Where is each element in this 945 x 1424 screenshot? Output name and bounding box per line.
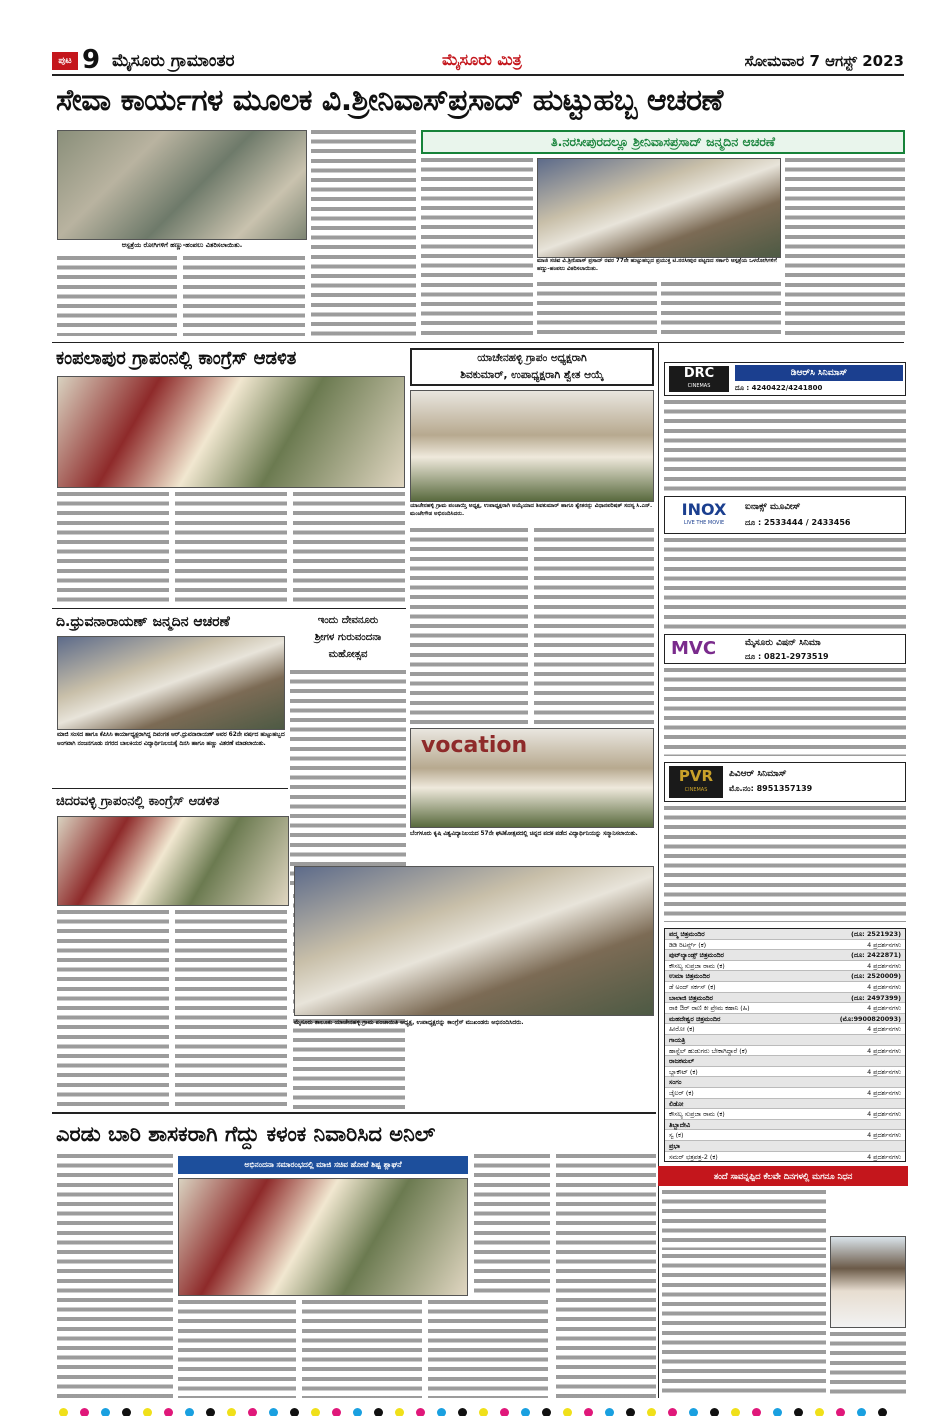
reg-dot [668, 1408, 677, 1416]
pvr-phone: ಮೊ.ನಂ: 8951357139 [729, 784, 813, 793]
theatre-row-info: (ಮೊ:9900820093) [839, 1014, 901, 1023]
lead-photo-caption: ಆಸ್ಪತ್ರೆಯ ರೋಗಿಗಳಿಗೆ ಹಣ್ಣು-ಹಂಪಲು ವಿತರಿಸಲಾಯಿತು. [121, 241, 243, 249]
drc-logo-text: DRC [683, 366, 715, 381]
anil-body-col5 [474, 1154, 550, 1298]
yachenahalli-group-photo [294, 866, 654, 1016]
divider [52, 608, 406, 609]
kampalapura-body-col2 [175, 492, 287, 604]
reg-dot [122, 1408, 131, 1416]
paper-logo: ಮೈಸೂರು ಮಿತ್ರ [442, 50, 522, 69]
anil-body-col3 [302, 1300, 422, 1398]
theatre-film-row [665, 1024, 905, 1035]
anil-sub-banner [178, 1156, 468, 1174]
masthead [52, 46, 904, 76]
yachenahalli-group-caption: ಮೈಸೂರು ತಾಲೂಕು ಯಾಚೇನಹಳ್ಳಿ ಗ್ರಾಮ ಪಂಚಾಯಿತಿ ಅಧ್ಯಕ್ಷ, ಉಪಾಧ್ಯಕ್ಷರನ್ನು ಕಾಂಗ್ರೆಸ್ ಮುಖಂಡರು ಅಭಿನಂದಿಸಿದರು. [294, 1019, 524, 1026]
theatre-row-info: 4 ಪ್ರದರ್ಶನಗಳು [867, 1110, 901, 1119]
sub-body-col2 [537, 282, 657, 336]
reg-dot [458, 1408, 467, 1416]
theatre-film-row [665, 1130, 905, 1141]
theatre-film-row [665, 1046, 905, 1057]
theatre-film-row [665, 961, 905, 972]
obituary-body-col1 [662, 1190, 826, 1250]
theatre-row-name: ಹೀರೋ (ಕ) [669, 1025, 695, 1034]
inox-name: ಐನಾಕ್ಸ್ ಮೂವೀಸ್ [745, 502, 801, 512]
theatre-film-row [665, 1088, 905, 1099]
reg-dot [836, 1408, 845, 1416]
kampalapura-body-col3 [293, 492, 405, 604]
reg-dot [185, 1408, 194, 1416]
theatre-row-info: 4 ಪ್ರದರ್ಶನಗಳು [867, 1004, 901, 1013]
gurupurnima-body [290, 670, 406, 890]
anil-body-col6 [556, 1154, 656, 1398]
theatre-name-row [665, 1035, 905, 1046]
reg-dot [878, 1408, 887, 1416]
anil-headline: ಎರಡು ಬಾರಿ ಶಾಸಕರಾಗಿ ಗೆದ್ದು ಕಳಂಕ ನಿವಾರಿಸಿದ ಅನಿಲ್ [56, 1122, 436, 1146]
theatre-name-row [665, 950, 905, 961]
gurupurnima-headline-3: ಮಹೋತ್ಸವ [328, 649, 368, 660]
reg-dot [815, 1408, 824, 1416]
dhruvanarayan-caption: ಮಾಜಿ ಸಂಸದ ಹಾಗೂ ಕೆಪಿಸಿಸಿ ಕಾರ್ಯಾಧ್ಯಕ್ಷರಾಗಿದ್ದ ದಿವಂಗತ ಆರ್.ಧ್ರುವನಾರಾಯಣ್ ಅವರ 62ನೇ ವರ್ಷದ ಹುಟ್ಟುಹಬ್ಬದ ಅಂಗವಾಗಿ ನಂಜನಗೂಡು ನಗರದ ಬಾಲಕಿಯರ ವಿದ್ಯಾರ್ಥಿನಿಲಯಕ್ಕೆ ದಿನಸಿ ಹಾಗೂ ಹಣ್ಣು ವಿತರಣೆ ಮಾಡಲಾಯಿತು. [57, 732, 285, 747]
lead-headline: ಸೇವಾ ಕಾರ್ಯಗಳ ಮೂಲಕ ವಿ.ಶ್ರೀನಿವಾಸ್‌ಪ್ರಸಾದ್ ಹುಟ್ಟುಹಬ್ಬ ಆಚರಣೆ [56, 83, 723, 118]
theatre-row-info: (ದೂ: 2422871) [851, 951, 901, 960]
issue-date: ಸೋಮವಾರ 7 ಆಗಸ್ಟ್ 2023 [744, 52, 904, 70]
reg-dot [605, 1408, 614, 1416]
theatre-name-row [665, 1056, 905, 1067]
reg-dot [647, 1408, 656, 1416]
theatre-row-name: ರಾಜಕಮಲ್ [669, 1057, 695, 1066]
theatre-row-name: ಪುಟ್‌ಲ್ಯಾಂಡ್ಸ್ ಚಿತ್ರಮಂದಿರ [669, 951, 724, 960]
theatre-row-name: ಲಿಡೋ [669, 1099, 684, 1108]
page-label: ಪುಟ [52, 52, 78, 70]
mvc-phone: ದೂ : 0821-2973519 [745, 652, 829, 661]
reg-dot [206, 1408, 215, 1416]
kampalapura-body-col1 [57, 492, 169, 604]
reg-dot [353, 1408, 362, 1416]
theatre-name-row [665, 1077, 905, 1088]
mvc-header [664, 634, 906, 664]
theatre-row-info: 4 ಪ್ರದರ್ಶನಗಳು [867, 1152, 901, 1161]
section-title: ಮೈಸೂರು ಗ್ರಾಮಾಂತರ [112, 51, 235, 71]
theatre-name-row [665, 1141, 905, 1152]
theatre-row-name: ಉಮಾ ಚಿತ್ರಮಂದಿರ [669, 972, 710, 981]
inox-logo-sub: LIVE THE MOVIE [683, 520, 725, 526]
theatre-name-row [665, 971, 905, 982]
kampalapura-photo [57, 376, 405, 488]
yachenahalli-headline-1: ಯಾಚೇನಹಳ್ಳಿ ಗ್ರಾಪಂ ಅಧ್ಯಕ್ಷರಾಗಿ [477, 352, 587, 364]
chidaravalli-body-col1 [57, 910, 169, 1110]
drc-listings [664, 400, 906, 492]
drc-header [664, 362, 906, 396]
inox-logo [669, 501, 739, 529]
reg-dot [80, 1408, 89, 1416]
theatre-row-name: ಬ್ಲಾಕೌಟ್ (ಕ) [669, 1067, 698, 1076]
chidaravalli-body-col2 [175, 910, 287, 1110]
theatre-table [664, 928, 906, 1162]
obituary-headline-box [658, 1166, 908, 1186]
reg-dot [773, 1408, 782, 1416]
theatre-row-name: ಸಂಗಂ [669, 1078, 682, 1087]
mvc-logo: MVC [671, 638, 717, 659]
reg-dot [542, 1408, 551, 1416]
inox-logo-text: INOX [681, 500, 727, 519]
yachenahalli-photo [410, 390, 654, 502]
reg-dot [290, 1408, 299, 1416]
theatre-film-row [665, 1152, 905, 1162]
mvc-name: ಮೈಸೂರು ವಿಷನ್ ಸಿನಿಮಾ [745, 638, 821, 648]
reg-dot [752, 1408, 761, 1416]
divider [52, 342, 904, 343]
lead-body-col1 [57, 256, 177, 336]
obituary-headline: ತಂದೆ ಸಾವನ್ನಪ್ಪಿದ ಕೆಲವೇ ದಿನಗಳಲ್ಲಿ ಮಗನೂ ನಿಧನ [713, 1171, 853, 1181]
pvr-header [664, 762, 906, 802]
convocation-caption: ಬೆಂಗಳೂರು ಕೃಷಿ ವಿಶ್ವವಿದ್ಯಾನಿಲಯದ 57ನೇ ಘಟಿಕೋತ್ಸವದಲ್ಲಿ ಚಿನ್ನದ ಪದಕ ಪಡೆದ ವಿದ್ಯಾರ್ಥಿನಿಯನ್ನು ಸನ್ಮಾನಿಸಲಾಯಿತು. [410, 831, 638, 837]
inox-header [664, 496, 906, 534]
pvr-logo [669, 766, 723, 798]
theatre-name-row [665, 1120, 905, 1131]
reg-dot [437, 1408, 446, 1416]
registration-marks [40, 1402, 905, 1416]
theatre-row-name: ಹಾಸ್ಟೆಲ್ ಹುಡುಗರು ಬೇಕಾಗಿದ್ದಾರೆ (ಕ) [669, 1046, 748, 1055]
theatre-name-row [665, 929, 905, 940]
theatre-film-row [665, 1109, 905, 1120]
reg-dot [332, 1408, 341, 1416]
theatre-name-row [665, 1014, 905, 1025]
reg-dot [689, 1408, 698, 1416]
pvr-listings [664, 806, 906, 922]
theatre-row-name: ಬಾಲಾಜಿ ಚಿತ್ರಮಂದಿರ [669, 993, 713, 1002]
reg-dot [710, 1408, 719, 1416]
theatre-name-row [665, 993, 905, 1004]
sub-photo [537, 158, 781, 258]
sub-photo-caption: ಮಾಜಿ ಸಚಿವ ವಿ.ಶ್ರೀನಿವಾಸ್ ಪ್ರಸಾದ್ ರವರ 77ನೇ ಹುಟ್ಟುಹಬ್ಬದ ಪ್ರಯುಕ್ತ ಟಿ.ನರಸೀಪುರ ಪಟ್ಟಣದ ಸರ್ಕಾರಿ ಆಸ್ಪತ್ರೆಯ ಒಳರೋಗಿಗಳಿಗೆ ಹಣ್ಣು-ಹಂಪಲು ವಿತರಿಸಲಾಯಿತು. [537, 258, 777, 272]
theatre-row-info: (ದೂ: 2497399) [851, 993, 901, 1002]
theatre-row-info: 4 ಪ್ರದರ್ಶನಗಳು [867, 1025, 901, 1034]
obituary-body-col2 [662, 1254, 826, 1398]
reg-dot [857, 1408, 866, 1416]
drc-logo-sub: CINEMAS [687, 383, 711, 389]
theatre-row-name: ಕೌಸಲ್ಯ ಸುಪ್ರಜಾ ರಾಮ (ಕ) [669, 1110, 725, 1119]
drc-name: ಡಿಆರ್‌ಸಿ ಸಿನಿಮಾಸ್ [735, 365, 903, 381]
theatre-row-name: ಸಮರ್ ಛತ್ರಪತ್ರ-2 (ಕ) [669, 1152, 718, 1161]
lead-body-col2 [183, 256, 305, 336]
theatre-row-name: ಜೈಲರ್ (ಕ) [669, 1089, 694, 1097]
reg-dot [395, 1408, 404, 1416]
anil-body-col2 [178, 1300, 296, 1398]
theatre-row-info: 4 ಪ್ರದರ್ಶನಗಳು [867, 1067, 901, 1076]
mvc-listings [664, 668, 906, 756]
reg-dot [269, 1408, 278, 1416]
theatre-row-name: ಮಹದೇಶ್ವರ ಚಿತ್ರಮಂದಿರ [669, 1014, 721, 1023]
anil-body-col1 [57, 1154, 173, 1398]
sub-headline-banner [421, 130, 905, 154]
reg-dot [584, 1408, 593, 1416]
chidaravalli-headline: ಚಿದರವಳ್ಳಿ ಗ್ರಾಪಂನಲ್ಲಿ ಕಾಂಗ್ರೆಸ್ ಆಡಳಿತ [56, 794, 220, 809]
theatre-row-name: ರಾಕಿ ಔರ್ ರಾಣಿ ಕೀ ಪ್ರೇಮ ಕಹಾನಿ (ಹಿ) [669, 1004, 750, 1013]
gurupurnima-headline-2: ಶ್ರೀಗಳ ಗುರುವಂದನಾ [314, 632, 382, 643]
divider [52, 1112, 656, 1114]
theatre-row-info: (ದೂ: 2521923) [851, 930, 901, 938]
reg-dot [731, 1408, 740, 1416]
reg-dot [143, 1408, 152, 1416]
reg-dot [500, 1408, 509, 1416]
reg-dot [479, 1408, 488, 1416]
theatre-row-name: ಪ್ರಭಾ [669, 1142, 680, 1150]
reg-dot [416, 1408, 425, 1416]
sub-headline: ತಿ.ನರಸೀಪುರದಲ್ಲೂ ಶ್ರೀನಿವಾಸಪ್ರಸಾದ್ ಜನ್ಮದಿನ ಆಚರಣೆ [551, 134, 775, 149]
theatre-row-info: 4 ಪ್ರದರ್ಶನಗಳು [867, 1131, 901, 1140]
theatre-film-row [665, 1067, 905, 1078]
theatre-row-name: ಸ್ವ (ಕ) [669, 1131, 684, 1140]
reg-dot [374, 1408, 383, 1416]
divider [658, 342, 659, 1398]
page-number: 9 [82, 46, 101, 75]
theatre-row-name: ಕೌಸಲ್ಯ ಸುಪ್ರಜಾ ರಾಮ (ಕ) [669, 961, 725, 970]
reg-dot [164, 1408, 173, 1416]
kampalapura-headline: ಕಂಪಲಾಪುರ ಗ್ರಾಪಂನಲ್ಲಿ ಕಾಂಗ್ರೆಸ್ ಆಡಳಿತ [56, 348, 297, 369]
anil-body-col4 [428, 1300, 548, 1398]
reg-dot [626, 1408, 635, 1416]
sub-body-col3 [661, 282, 781, 336]
theatre-row-name: ತಿಬ್ಬಾದೇವಿ [669, 1120, 691, 1129]
pvr-logo-sub: CINEMAS [684, 787, 708, 793]
theatre-row-name: ಡಿಡಿ ರಿಟರ್ನ್ಸ್ (ಕ) [669, 940, 707, 949]
yachenahalli-body-col1 [410, 528, 528, 724]
reg-dot [59, 1408, 68, 1416]
theatre-film-row [665, 982, 905, 993]
dhruvanarayan-photo [57, 636, 285, 730]
lead-body-col3 [311, 130, 416, 336]
reg-dot [521, 1408, 530, 1416]
reg-dot [794, 1408, 803, 1416]
theatre-row-info: (ದೂ: 2520009) [851, 972, 901, 981]
lead-photo [57, 130, 307, 240]
obituary-portrait [830, 1236, 906, 1328]
gurupurnima-headline-1: ಇಂದು ದೇವನೂರು [317, 615, 379, 626]
inox-listings [664, 538, 906, 630]
theatre-row-info: 4 ಪ್ರದರ್ಶನಗಳು [867, 1046, 901, 1055]
convocation-photo [410, 728, 654, 828]
pvr-logo-text: PVR [678, 767, 714, 785]
reg-dot [311, 1408, 320, 1416]
theatre-film-row [665, 1003, 905, 1014]
obituary-body-col3 [830, 1332, 906, 1398]
yachenahalli-headline-2: ಶಿವಕುಮಾರ್, ಉಪಾಧ್ಯಕ್ಷರಾಗಿ ಶ್ವೇತ ಆಯ್ಕೆ [460, 369, 604, 381]
gurupurnima-headline-box [290, 612, 406, 666]
theatre-row-info: 4 ಪ್ರದರ್ಶನಗಳು [867, 940, 901, 949]
convocation-banner-text: vocation [421, 733, 528, 758]
reg-dot [248, 1408, 257, 1416]
theatre-film-row [665, 940, 905, 951]
theatre-row-info: 4 ಪ್ರದರ್ಶನಗಳು [867, 1089, 901, 1097]
reg-dot [563, 1408, 572, 1416]
reg-dot [227, 1408, 236, 1416]
dhruvanarayan-headline: ದಿ.ಧ್ರುವನಾರಾಯಣ್ ಜನ್ಮದಿನ ಆಚರಣೆ [56, 614, 230, 630]
yachenahalli-body-col2 [534, 528, 654, 724]
yachenahalli-caption: ಯಾಚೇನಹಳ್ಳಿ ಗ್ರಾಮ ಪಂಚಾಯ್ತಿ ಅಧ್ಯಕ್ಷ, ಉಪಾಧ್ಯಕ್ಷರಾಗಿ ಆಯ್ಕೆಯಾದ ಶಿವಕುಮಾರ್ ಹಾಗೂ ಶ್ವೇತರನ್ನು ವಿಧಾನಪರಿಷತ್ ಸದಸ್ಯ ಸಿ.ಎನ್. ಮಂಜೇಗೌಡ ಅಭಿನಂದಿಸಿದರು. [410, 503, 653, 517]
anil-photo [178, 1178, 468, 1296]
theatre-row-name: ಪದ್ಮ ಚಿತ್ರಮಂದಿರ [669, 930, 705, 938]
sub-body-col4 [785, 158, 905, 336]
yachenahalli-headline-box [410, 348, 654, 386]
chidaravalli-photo [57, 816, 289, 906]
reg-dot [101, 1408, 110, 1416]
theatre-row-name: ಗಾಯತ್ರಿ [669, 1036, 686, 1044]
theatre-name-row [665, 1099, 905, 1110]
theatre-row-name: ಡೆ ಅಂದ್ ಸರ್ಕಸ್ (ಕ) [669, 983, 716, 991]
anil-sub-headline: ಅಭಿನಂದನಾ ಸಮಾರಂಭದಲ್ಲಿ ಮಾಜಿ ಸಚಿವ ಹೋಟೆ ಶಿಷ್ಟ ಶ್ಲಾಘನೆ [244, 1160, 402, 1169]
theatre-row-info: 4 ಪ್ರದರ್ಶನಗಳು [867, 983, 901, 991]
pvr-name: ಪಿವಿಆರ್ ಸಿನಿಮಾಸ್ [729, 769, 787, 779]
sub-body-col1 [421, 158, 533, 336]
inox-phone: ದೂ : 2533444 / 2433456 [745, 518, 851, 527]
theatre-row-info: 4 ಪ್ರದರ್ಶನಗಳು [867, 961, 901, 970]
drc-phone: ದೂ : 4240422/4241800 [735, 384, 823, 392]
divider [52, 788, 288, 789]
drc-logo [669, 366, 729, 392]
